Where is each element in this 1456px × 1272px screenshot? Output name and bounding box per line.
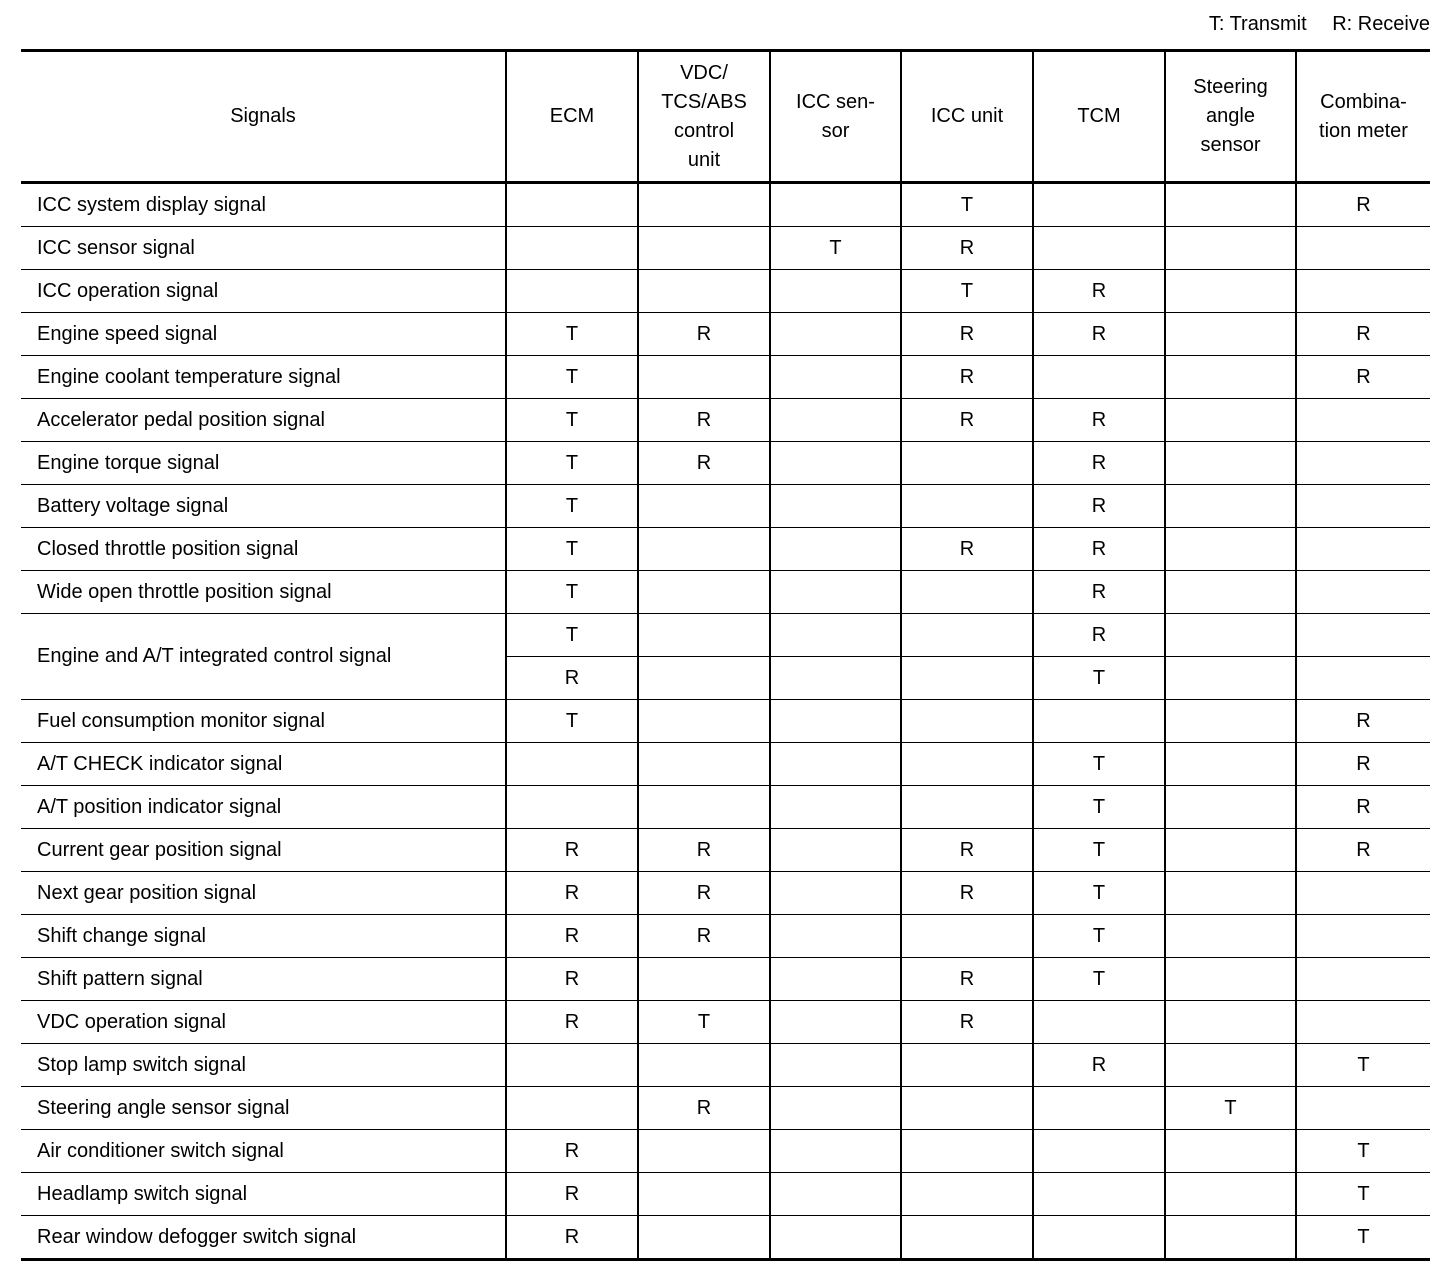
direction-cell: R <box>1296 743 1430 786</box>
direction-cell <box>1165 614 1296 657</box>
direction-cell <box>1165 958 1296 1001</box>
direction-cell: T <box>901 270 1033 313</box>
table-row <box>21 442 1430 485</box>
direction-cell: R <box>1296 183 1430 227</box>
direction-cell <box>1165 743 1296 786</box>
direction-cell <box>1296 571 1430 614</box>
direction-cell <box>770 1216 901 1260</box>
direction-cell <box>770 657 901 700</box>
direction-cell <box>770 786 901 829</box>
table-row <box>21 227 1430 270</box>
direction-cell: R <box>638 915 770 958</box>
direction-cell <box>770 356 901 399</box>
signal-name: Engine torque signal <box>21 442 506 485</box>
signal-name: Fuel consumption monitor signal <box>21 700 506 743</box>
direction-cell <box>901 786 1033 829</box>
direction-cell: R <box>1033 1044 1165 1087</box>
direction-cell <box>901 1173 1033 1216</box>
direction-cell: R <box>1033 614 1165 657</box>
legend-transmit: T: Transmit <box>1208 13 1307 35</box>
direction-cell <box>506 786 638 829</box>
direction-cell <box>638 571 770 614</box>
direction-cell: R <box>506 872 638 915</box>
direction-cell: R <box>506 1216 638 1260</box>
direction-cell <box>1033 356 1165 399</box>
direction-cell <box>1296 442 1430 485</box>
table-body <box>21 183 1430 1260</box>
direction-cell: R <box>1033 270 1165 313</box>
direction-cell: R <box>1033 571 1165 614</box>
direction-cell <box>1165 227 1296 270</box>
direction-cell <box>1165 1173 1296 1216</box>
direction-cell <box>770 1087 901 1130</box>
direction-cell <box>901 657 1033 700</box>
direction-cell: T <box>1033 786 1165 829</box>
table-row <box>21 915 1430 958</box>
direction-cell <box>1296 657 1430 700</box>
direction-cell <box>506 743 638 786</box>
table-row <box>21 571 1430 614</box>
direction-cell <box>1296 1087 1430 1130</box>
direction-cell <box>638 356 770 399</box>
signal-name: Headlamp switch signal <box>21 1173 506 1216</box>
direction-cell: T <box>1296 1216 1430 1260</box>
direction-cell: R <box>506 829 638 872</box>
direction-cell <box>770 270 901 313</box>
direction-cell: R <box>1033 485 1165 528</box>
direction-cell <box>1296 270 1430 313</box>
header-icc-sensor: ICC sen- sor <box>770 51 901 183</box>
direction-cell <box>1033 183 1165 227</box>
direction-cell: R <box>1296 829 1430 872</box>
direction-cell: R <box>506 1173 638 1216</box>
direction-cell <box>638 786 770 829</box>
direction-cell <box>901 485 1033 528</box>
direction-cell <box>1296 872 1430 915</box>
direction-cell <box>770 915 901 958</box>
direction-cell: T <box>1296 1130 1430 1173</box>
direction-cell <box>638 657 770 700</box>
direction-cell <box>638 1173 770 1216</box>
signal-name: Engine and A/T integrated control signal <box>21 614 506 700</box>
header-ecm: ECM <box>506 51 638 183</box>
direction-cell <box>1033 1001 1165 1044</box>
direction-cell: T <box>1033 829 1165 872</box>
direction-cell <box>1033 227 1165 270</box>
direction-cell <box>506 183 638 227</box>
direction-cell: R <box>901 227 1033 270</box>
direction-cell: R <box>1296 786 1430 829</box>
direction-cell: R <box>638 442 770 485</box>
direction-cell: R <box>506 657 638 700</box>
table-row <box>21 700 1430 743</box>
signal-matrix-table <box>21 49 1430 1261</box>
direction-cell <box>1033 1130 1165 1173</box>
header-icc-unit: ICC unit <box>901 51 1033 183</box>
direction-cell <box>1296 915 1430 958</box>
direction-cell <box>901 700 1033 743</box>
table-row <box>21 872 1430 915</box>
direction-cell <box>1165 786 1296 829</box>
signal-name: ICC operation signal <box>21 270 506 313</box>
direction-cell <box>1165 571 1296 614</box>
direction-cell: T <box>770 227 901 270</box>
direction-cell <box>1296 528 1430 571</box>
direction-cell <box>1296 614 1430 657</box>
direction-cell: R <box>901 313 1033 356</box>
direction-cell <box>1165 1044 1296 1087</box>
direction-cell <box>770 614 901 657</box>
signal-name: Engine coolant temperature signal <box>21 356 506 399</box>
direction-cell: R <box>506 915 638 958</box>
direction-cell: R <box>901 958 1033 1001</box>
table-row <box>21 313 1430 356</box>
direction-cell <box>1296 485 1430 528</box>
signal-name: Stop lamp switch signal <box>21 1044 506 1087</box>
direction-cell <box>770 872 901 915</box>
direction-cell <box>1165 270 1296 313</box>
direction-cell <box>770 1001 901 1044</box>
direction-cell <box>1165 1001 1296 1044</box>
direction-cell: T <box>1165 1087 1296 1130</box>
direction-cell: T <box>638 1001 770 1044</box>
signal-name: Next gear position signal <box>21 872 506 915</box>
direction-cell: T <box>506 442 638 485</box>
direction-cell <box>1165 356 1296 399</box>
header-row <box>21 51 1430 183</box>
direction-cell: T <box>1033 958 1165 1001</box>
direction-cell <box>1165 1216 1296 1260</box>
header-signals: Signals <box>21 51 506 183</box>
direction-cell: R <box>1033 399 1165 442</box>
signal-name: VDC operation signal <box>21 1001 506 1044</box>
direction-cell <box>1296 399 1430 442</box>
direction-cell <box>770 1173 901 1216</box>
direction-cell: T <box>506 313 638 356</box>
direction-cell <box>1165 183 1296 227</box>
direction-cell <box>901 743 1033 786</box>
direction-cell: R <box>901 399 1033 442</box>
signal-name: Current gear position signal <box>21 829 506 872</box>
table-row <box>21 485 1430 528</box>
table-row <box>21 1173 1430 1216</box>
table-row <box>21 1130 1430 1173</box>
direction-cell <box>1165 700 1296 743</box>
legend <box>1209 13 1430 36</box>
direction-cell <box>638 1216 770 1260</box>
header-combination-meter: Combina- tion meter <box>1296 51 1430 183</box>
direction-cell: T <box>506 614 638 657</box>
direction-cell <box>638 614 770 657</box>
direction-cell <box>1165 829 1296 872</box>
signal-name: ICC sensor signal <box>21 227 506 270</box>
direction-cell: R <box>638 399 770 442</box>
table-row <box>21 528 1430 571</box>
direction-cell <box>770 1044 901 1087</box>
direction-cell: R <box>901 829 1033 872</box>
direction-cell <box>770 571 901 614</box>
direction-cell <box>1296 227 1430 270</box>
direction-cell <box>1165 528 1296 571</box>
table-row <box>21 183 1430 227</box>
direction-cell <box>638 183 770 227</box>
direction-cell: T <box>1033 872 1165 915</box>
direction-cell <box>1165 872 1296 915</box>
table-row <box>21 1216 1430 1260</box>
direction-cell <box>638 227 770 270</box>
direction-cell <box>1033 1087 1165 1130</box>
direction-cell: R <box>506 1001 638 1044</box>
direction-cell: R <box>638 829 770 872</box>
signal-name: Steering angle sensor signal <box>21 1087 506 1130</box>
direction-cell <box>901 1044 1033 1087</box>
direction-cell <box>770 743 901 786</box>
direction-cell: T <box>1033 915 1165 958</box>
direction-cell <box>1033 1216 1165 1260</box>
direction-cell <box>638 743 770 786</box>
direction-cell <box>1165 313 1296 356</box>
direction-cell <box>1033 1173 1165 1216</box>
signal-name: Battery voltage signal <box>21 485 506 528</box>
direction-cell <box>770 700 901 743</box>
signal-name: Rear window defogger switch signal <box>21 1216 506 1260</box>
direction-cell <box>1165 485 1296 528</box>
direction-cell <box>638 485 770 528</box>
direction-cell: T <box>506 356 638 399</box>
signal-name: Shift change signal <box>21 915 506 958</box>
direction-cell: T <box>1033 657 1165 700</box>
table-row <box>21 1001 1430 1044</box>
direction-cell <box>901 442 1033 485</box>
direction-cell <box>1296 958 1430 1001</box>
direction-cell <box>1165 657 1296 700</box>
table-row <box>21 1044 1430 1087</box>
direction-cell <box>770 442 901 485</box>
direction-cell <box>506 227 638 270</box>
direction-cell <box>1296 1001 1430 1044</box>
direction-cell: R <box>1296 356 1430 399</box>
legend-receive: R: Receive <box>1332 13 1430 35</box>
direction-cell: T <box>506 571 638 614</box>
direction-cell: R <box>1296 700 1430 743</box>
direction-cell <box>901 1087 1033 1130</box>
direction-cell <box>770 485 901 528</box>
signal-name: Accelerator pedal position signal <box>21 399 506 442</box>
direction-cell <box>770 829 901 872</box>
signal-name: Wide open throttle position signal <box>21 571 506 614</box>
table-row <box>21 786 1430 829</box>
direction-cell: R <box>638 872 770 915</box>
signal-name: A/T CHECK indicator signal <box>21 743 506 786</box>
direction-cell: T <box>901 183 1033 227</box>
direction-cell <box>901 571 1033 614</box>
direction-cell: T <box>1296 1173 1430 1216</box>
table-row <box>21 614 1430 657</box>
direction-cell <box>770 528 901 571</box>
table-row <box>21 743 1430 786</box>
direction-cell: R <box>1033 528 1165 571</box>
direction-cell <box>901 915 1033 958</box>
direction-cell <box>1033 700 1165 743</box>
signal-name: Engine speed signal <box>21 313 506 356</box>
direction-cell <box>1165 915 1296 958</box>
signal-name: A/T position indicator signal <box>21 786 506 829</box>
direction-cell: R <box>506 958 638 1001</box>
direction-cell <box>901 1130 1033 1173</box>
header-vdc-tcs-abs: VDC/ TCS/ABS control unit <box>638 51 770 183</box>
direction-cell <box>638 958 770 1001</box>
direction-cell <box>770 1130 901 1173</box>
table-row <box>21 1087 1430 1130</box>
direction-cell: T <box>1033 743 1165 786</box>
direction-cell: R <box>638 313 770 356</box>
direction-cell: T <box>506 399 638 442</box>
direction-cell <box>1165 399 1296 442</box>
table-row <box>21 356 1430 399</box>
direction-cell <box>638 1044 770 1087</box>
signal-name: Air conditioner switch signal <box>21 1130 506 1173</box>
direction-cell: R <box>506 1130 638 1173</box>
direction-cell: R <box>901 528 1033 571</box>
signal-name: ICC system display signal <box>21 183 506 227</box>
direction-cell <box>638 1130 770 1173</box>
table-row <box>21 958 1430 1001</box>
direction-cell <box>901 614 1033 657</box>
direction-cell: R <box>638 1087 770 1130</box>
direction-cell <box>1165 1130 1296 1173</box>
direction-cell: T <box>1296 1044 1430 1087</box>
direction-cell <box>638 528 770 571</box>
direction-cell: T <box>506 485 638 528</box>
direction-cell: R <box>901 872 1033 915</box>
direction-cell: R <box>1033 313 1165 356</box>
header-steering-angle-sensor: Steering angle sensor <box>1165 51 1296 183</box>
direction-cell <box>506 270 638 313</box>
direction-cell <box>506 1087 638 1130</box>
direction-cell: T <box>506 700 638 743</box>
direction-cell <box>770 958 901 1001</box>
direction-cell <box>506 1044 638 1087</box>
table-row <box>21 399 1430 442</box>
signal-name: Closed throttle position signal <box>21 528 506 571</box>
header-tcm: TCM <box>1033 51 1165 183</box>
direction-cell <box>770 313 901 356</box>
direction-cell: R <box>1033 442 1165 485</box>
direction-cell <box>638 270 770 313</box>
direction-cell: R <box>901 1001 1033 1044</box>
direction-cell <box>638 700 770 743</box>
direction-cell <box>1165 442 1296 485</box>
direction-cell <box>901 1216 1033 1260</box>
direction-cell <box>770 399 901 442</box>
direction-cell <box>770 183 901 227</box>
direction-cell: R <box>1296 313 1430 356</box>
table-row <box>21 270 1430 313</box>
table-row <box>21 829 1430 872</box>
direction-cell: T <box>506 528 638 571</box>
direction-cell: R <box>901 356 1033 399</box>
signal-name: Shift pattern signal <box>21 958 506 1001</box>
